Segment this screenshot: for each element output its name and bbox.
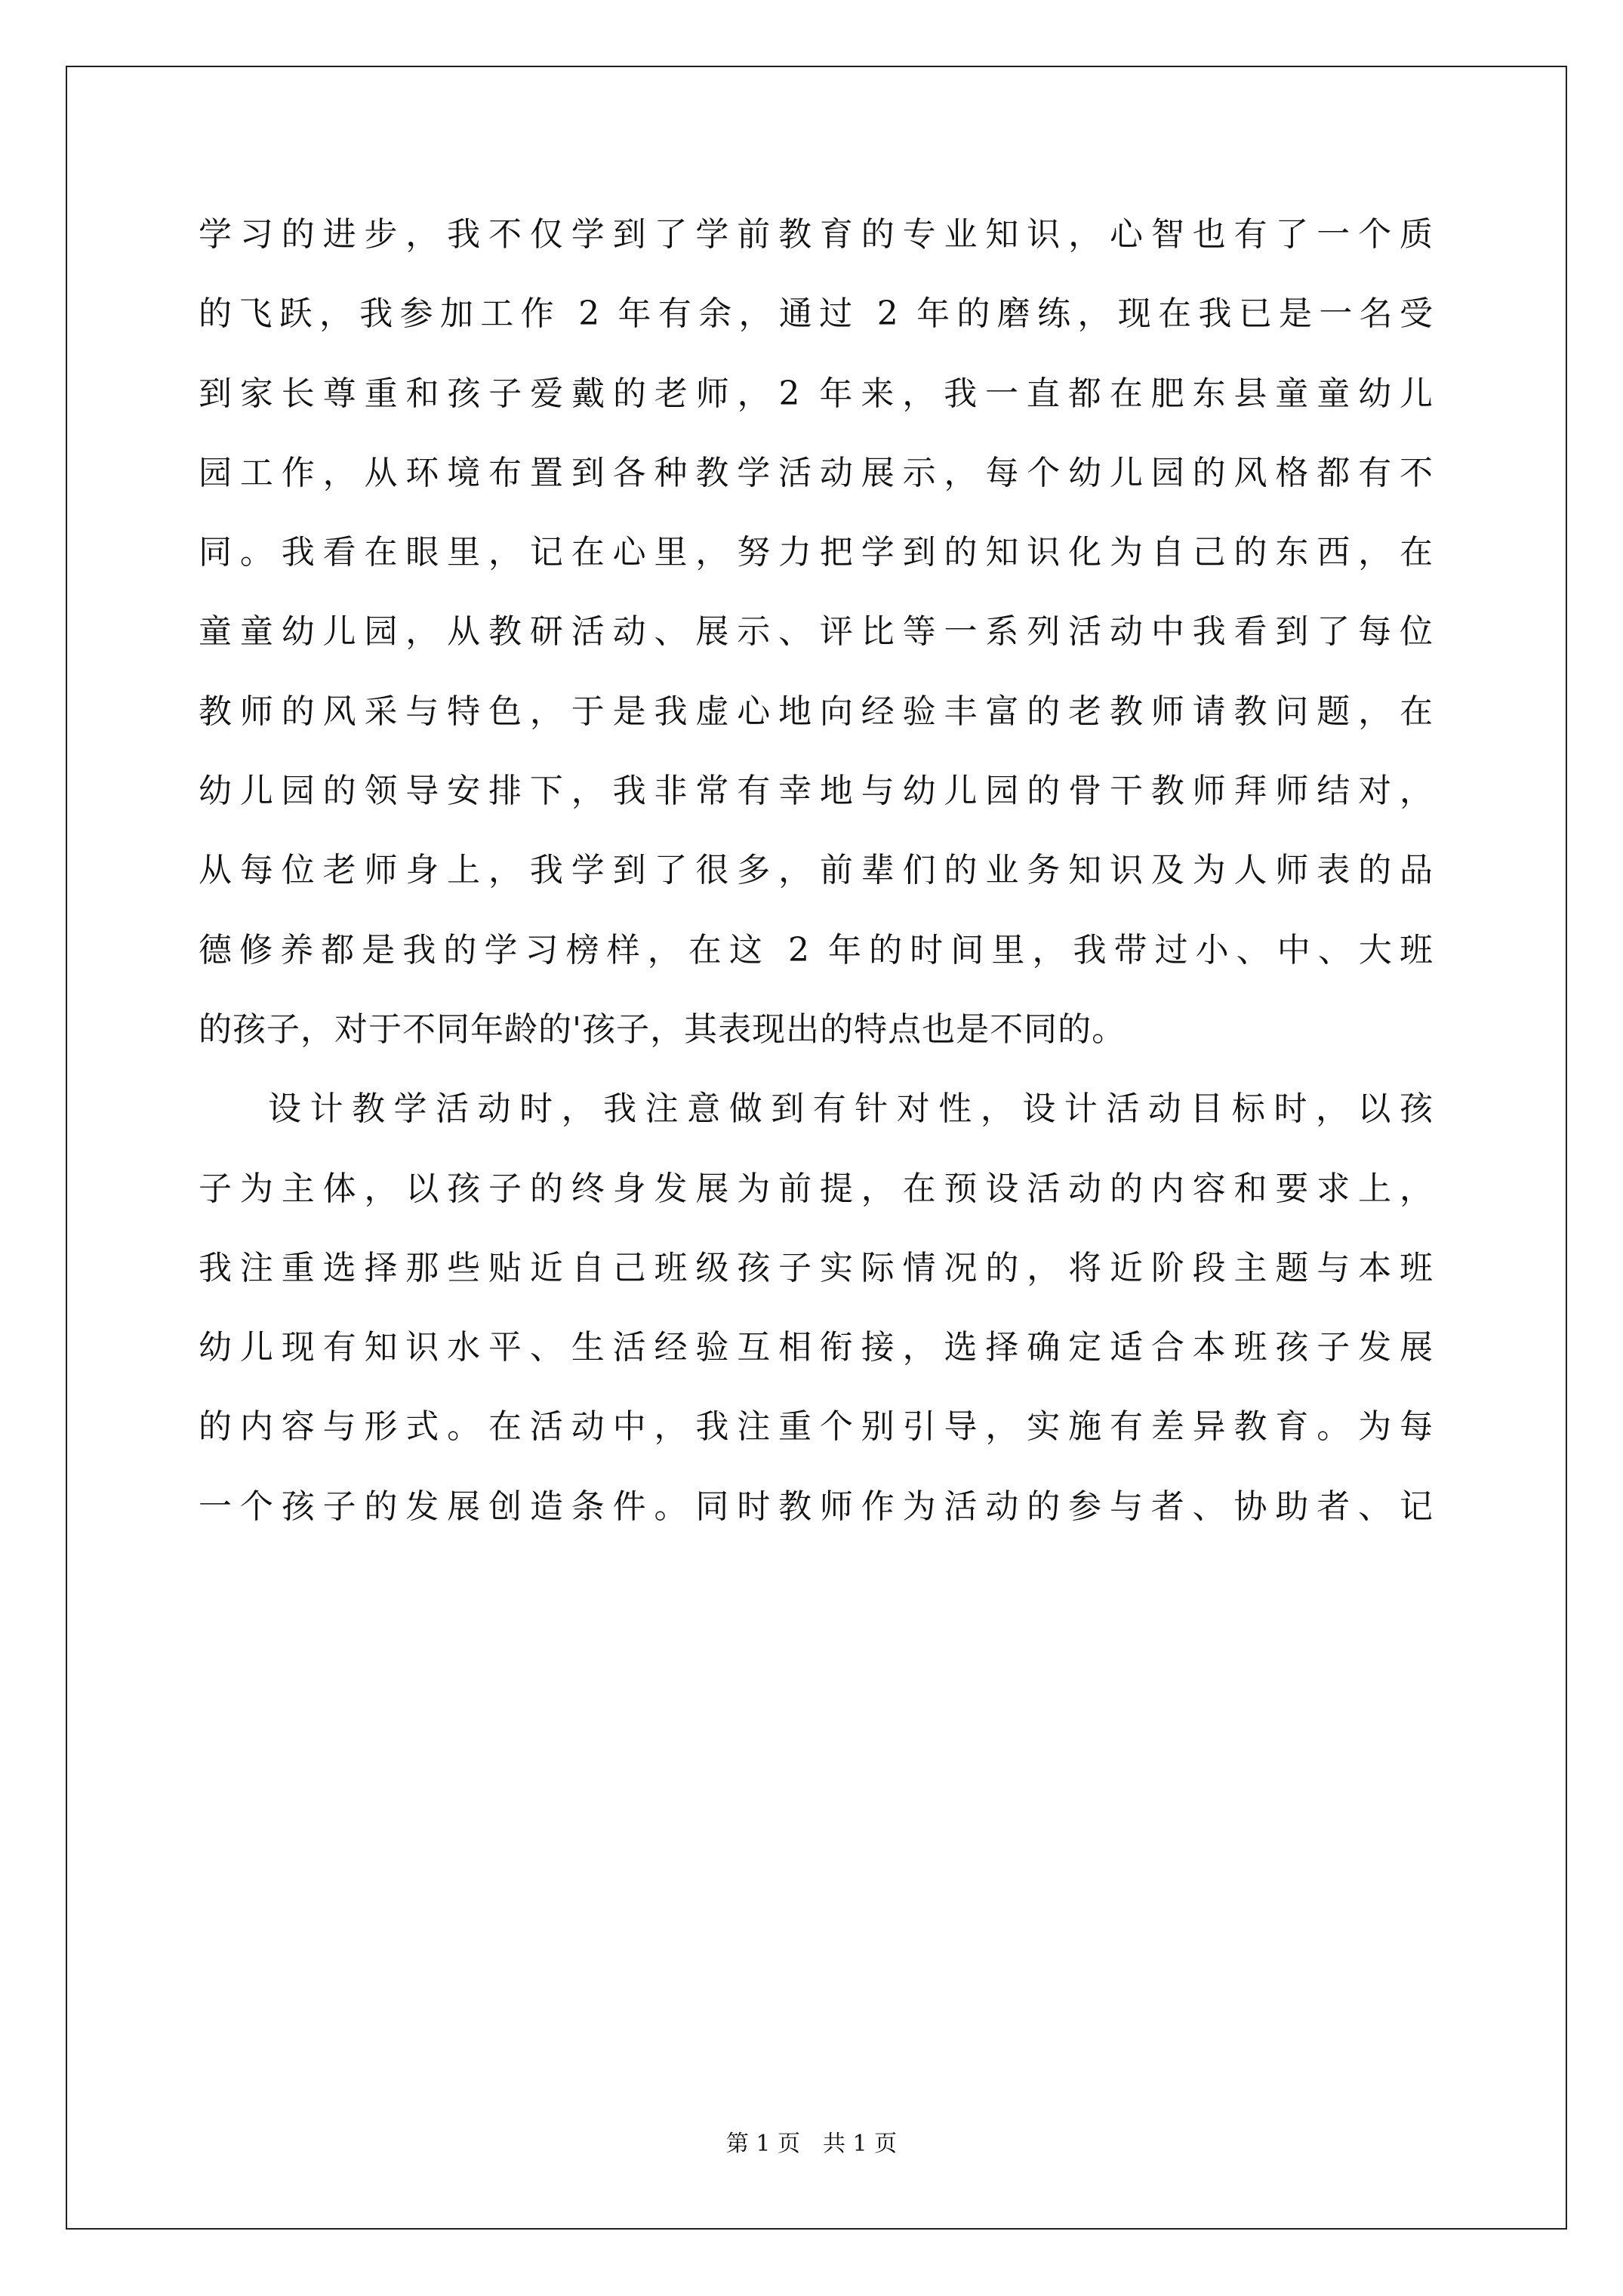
paragraph-line: 的内容与形式。在活动中，我注重个别引导，实施有差异教育。为每 (199, 1407, 1434, 1447)
paragraph-first-line: 设计教学活动时，我注意做到有针对性，设计活动目标时，以孩 (268, 1089, 1434, 1129)
paragraph-line: 同。我看在眼里，记在心里，努力把学到的知识化为自己的东西，在 (199, 533, 1434, 572)
paragraph-line: 一个孩子的发展创造条件。同时教师作为活动的参与者、协助者、记 (199, 1487, 1434, 1526)
paragraph-line: 教师的风采与特色，于是我虚心地向经验丰富的老教师请教问题，在 (199, 692, 1434, 731)
paragraph-line: 学习的进步，我不仅学到了学前教育的专业知识，心智也有了一个质 (199, 215, 1434, 254)
paragraph-line: 的飞跃，我参加工作 2 年有余，通过 2 年的磨练，现在我已是一名受 (199, 294, 1434, 334)
document-body (199, 195, 1434, 1546)
paragraph-line: 园工作，从环境布置到各种教学活动展示，每个幼儿园的风格都有不 (199, 453, 1434, 492)
page-number-footer: 第 1 页 共 1 页 (725, 2131, 898, 2157)
paragraph-line: 幼儿园的领导安排下，我非常有幸地与幼儿园的骨干教师拜师结对， (199, 772, 1434, 811)
paragraph-line: 我注重选择那些贴近自己班级孩子实际情况的，将近阶段主题与本班 (199, 1248, 1434, 1287)
paragraph-line: 的孩子，对于不同年龄的'孩子，其表现出的特点也是不同的。 (199, 1009, 1126, 1049)
paragraph-line: 德修养都是我的学习榜样，在这 2 年的时间里，我带过小、中、大班 (199, 930, 1434, 969)
paragraph-line: 童童幼儿园，从教研活动、展示、评比等一系列活动中我看到了每位 (199, 612, 1434, 652)
paragraph-line: 到家长尊重和孩子爱戴的老师，2 年来，我一直都在肥东县童童幼儿 (199, 374, 1434, 413)
paragraph-line: 幼儿现有知识水平、生活经验互相衔接，选择确定适合本班孩子发展 (199, 1328, 1434, 1367)
paragraph-line: 子为主体，以孩子的终身发展为前提，在预设活动的内容和要求上， (199, 1169, 1434, 1208)
paragraph-line: 从每位老师身上，我学到了很多，前辈们的业务知识及为人师表的品 (199, 851, 1434, 890)
